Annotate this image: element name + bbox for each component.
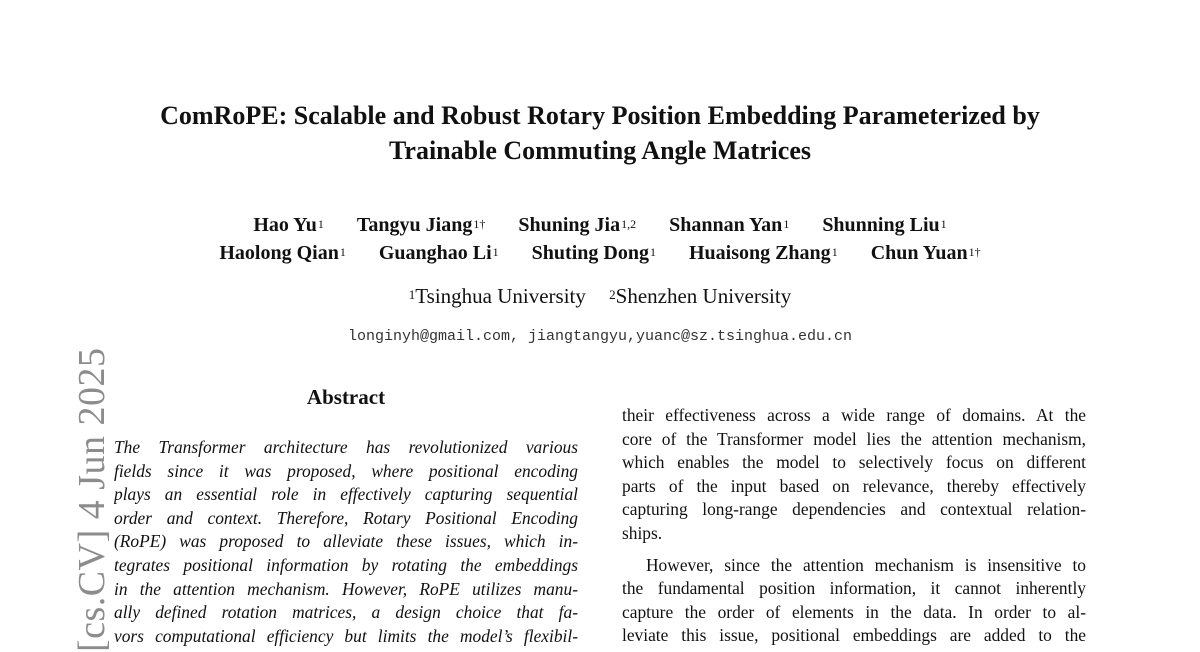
body-line: However, since the attention mechanism is insensitive to	[646, 554, 1086, 575]
abstract-line: ally defined rotation matrices, a design choice that fa-	[114, 602, 578, 623]
author: Shannan Yan$^1$	[669, 214, 790, 236]
author: Hao Yu$^1$	[253, 214, 324, 236]
author: Haolong Qian$^1$	[219, 242, 346, 264]
abstract-line: tegrates positional information by rotating the embeddings	[114, 554, 578, 575]
affiliations	[100, 282, 1100, 310]
abstract-line: The Transformer architecture has revolutionized various	[114, 437, 578, 457]
abstract-line: fields since it was proposed, where positional encoding	[114, 460, 578, 481]
paragraph	[622, 554, 1086, 648]
body-line: capture the order of elements in the data. In order to al-	[622, 601, 1086, 622]
body-line: ships.	[622, 522, 663, 543]
arxiv-stamp: [cs.CV] 4 Jun 2025	[71, 347, 113, 652]
author: Shuting Dong$^1$	[531, 242, 656, 264]
body-line: core of the Transformer model lies the attention mechanism,	[622, 428, 1086, 449]
abstract-line: in the attention mechanism. However, RoPE utilizes manu-	[114, 578, 578, 599]
paper-title	[100, 98, 1100, 168]
author: Shuning Jia$^{1,2}$	[518, 214, 637, 236]
abstract-body	[114, 436, 578, 648]
body-line: parts of the input based on relevance, thereby effectively	[622, 475, 1086, 496]
abstract-line: order and context. Therefore, Rotary Positional Encoding	[114, 507, 578, 528]
author: Huaisong Zhang$^1$	[688, 242, 838, 264]
body-line: the fundamental position information, it cannot inherently	[622, 578, 1086, 599]
paragraph	[622, 404, 1086, 546]
author-row-2	[100, 239, 1100, 267]
title-line-2: Trainable Commuting Angle Matrices	[389, 136, 811, 165]
introduction-body	[622, 404, 1086, 648]
author: Chun Yuan$^{1\dagger}$	[870, 242, 981, 264]
author: Tangyu Jiang$^{1\dagger}$	[356, 214, 486, 236]
body-line: which enables the model to selectively focus on different	[622, 452, 1086, 473]
abstract-line: (RoPE) was proposed to alleviate these issues, which in-	[114, 531, 578, 552]
author-emails: longinyh@gmail.com, jiangtangyu,yuanc@sz.tsinghua.edu.cn	[347, 328, 853, 345]
abstract-line: plays an essential role in effectively capturing sequential	[114, 484, 578, 505]
author: Guanghao Li$^1$	[378, 242, 499, 264]
abstract-heading: Abstract	[306, 385, 386, 409]
author-list	[100, 211, 1100, 267]
affiliation: $^2$Shenzhen University	[609, 284, 792, 308]
body-line: their effectiveness across a wide range of domains. At the	[622, 405, 1086, 425]
body-line: capturing long-range dependencies and contextual relation-	[622, 499, 1086, 520]
author-row-1	[100, 211, 1100, 239]
abstract-line: vors computational efficiency but limits the model’s flexibil-	[114, 625, 578, 646]
title-line-1: ComRoPE: Scalable and Robust Rotary Position Embedding Parameterized by	[160, 101, 1040, 130]
body-line: leviate this issue, positional embeddings are added to the	[622, 625, 1086, 646]
affiliation: $^1$Tsinghua University	[408, 284, 586, 308]
author: Shunning Liu$^1$	[822, 214, 947, 236]
